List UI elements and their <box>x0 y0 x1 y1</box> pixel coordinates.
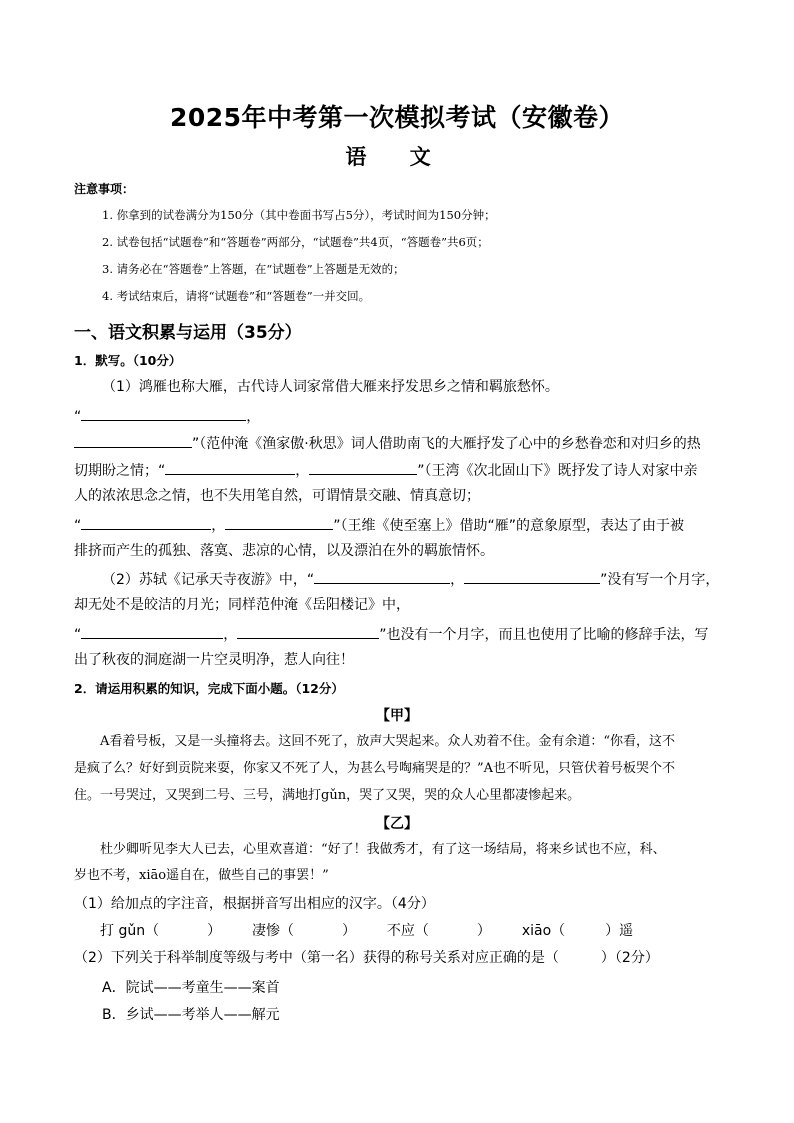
q1-line: “ ， ”也没有一个月字，而且也使用了比喻的修辞手法，写 <box>74 623 722 645</box>
answer-blank[interactable] <box>314 568 450 584</box>
passage-tag-jia: 【甲】 <box>376 708 418 724</box>
option-a[interactable]: A．院试——考童生——案首 <box>102 980 280 996</box>
answer-blank[interactable] <box>237 623 379 639</box>
q1-intro: （1）鸿雁也称大雁，古代诗人词家常借大雁来抒发思乡之情和羁旅愁怀。 <box>102 379 559 395</box>
notice-item: 4. 考试结束后，请将“试题卷”和“答题卷”一并交回。 <box>102 289 371 303</box>
section-heading: 一、语文积累与运用（35分） <box>74 323 302 343</box>
q1-line: “ ， ”（王维《使至塞上》借助“雁”的意象原型，表达了由于被 <box>74 514 722 536</box>
answer-blank[interactable] <box>81 623 223 639</box>
option-b[interactable]: B．乡试——考举人——解元 <box>102 1007 280 1023</box>
q1-line: 切期盼之情；“ ， ”（王湾《次北固山下》既抒发了诗人对家中亲 <box>74 459 722 481</box>
q1-line: “ ， <box>74 405 722 427</box>
notice-item: 1. 你拿到的试卷满分为150分（其中卷面书写占5分），考试时间为150分钟； <box>102 208 496 222</box>
q2-sub2: （2）下列关于科举制度等级与考中（第一名）获得的称号关系对应正确的是（ ）（2分） <box>74 950 659 966</box>
question-2-heading: 2．请运用积累的知识，完成下面小题。（12分） <box>74 681 344 696</box>
passage-tag-yi: 【乙】 <box>376 816 418 832</box>
passage-jia-line: A看着号板，又是一头撞将去。这回不死了，放声大哭起来。众人劝着不住。金有余道：“你看，这不 <box>74 734 676 749</box>
answer-blank[interactable] <box>81 405 246 421</box>
page-subtitle: 语 文 <box>345 145 449 169</box>
q1-line: （2）苏轼《记承天寺夜游》中，“ ， ”没有写一个月字， <box>102 568 722 590</box>
q2-sub1-items: 打 gǔn（ ） 凄惨（ ） 不应（ ） xiāo（ ）遥 <box>100 923 634 939</box>
answer-blank[interactable] <box>74 432 192 448</box>
q1-line: 却无处不是皎洁的月光；同样范仲淹《岳阳楼记》中， <box>74 597 410 613</box>
q1-line: 人的浓浓思念之情，也不失用笔自然，可谓情景交融、情真意切； <box>74 488 480 504</box>
passage-jia-line: 是疯了么？好好到贡院来耍，你家又不死了人，为甚么号啕痛哭是的？”A也不听见，只管伏着号板哭个不 <box>74 761 676 776</box>
q1-line: ”（范仲淹《渔家傲·秋思》词人借助南飞的大雁抒发了心中的乡愁眷恋和对归乡的热 <box>74 432 722 454</box>
passage-jia-line: 住。一号哭过，又哭到二号、三号，满地打gǔn，哭了又哭，哭的众人心里都凄惨起来。 <box>74 788 581 803</box>
notice-item: 2. 试卷包括“试题卷”和“答题卷”两部分，“试题卷”共4页，“答题卷”共6页； <box>102 235 489 249</box>
notice-heading: 注意事项： <box>74 182 135 196</box>
passage-yi-line: 岁也不考，xiāo遥自在，做些自己的事罢！” <box>74 868 329 883</box>
answer-blank[interactable] <box>464 568 600 584</box>
answer-blank[interactable] <box>309 459 417 475</box>
page-title: 2025年中考第一次模拟考试（安徽卷） <box>169 103 625 132</box>
answer-blank[interactable] <box>165 459 295 475</box>
q1-line: 排挤而产生的孤独、落寞、悲凉的心情，以及漂泊在外的羁旅情怀。 <box>74 543 494 559</box>
answer-blank[interactable] <box>225 514 333 530</box>
notice-item: 3. 请务必在“答题卷”上答题，在“试题卷”上答题是无效的； <box>102 262 405 276</box>
answer-blank[interactable] <box>81 514 211 530</box>
q1-line: 出了秋夜的洞庭湖一片空灵明净，惹人向往！ <box>74 652 354 668</box>
q2-sub1: （1）给加点的字注音，根据拼音写出相应的汉字。（4分） <box>74 896 435 912</box>
passage-yi-line: 杜少卿听见李大人已去，心里欢喜道：“好了！我做秀才，有了这一场结局，将来乡试也不应，科、 <box>74 842 666 857</box>
question-1-heading: 1．默写。（10分） <box>74 353 182 368</box>
